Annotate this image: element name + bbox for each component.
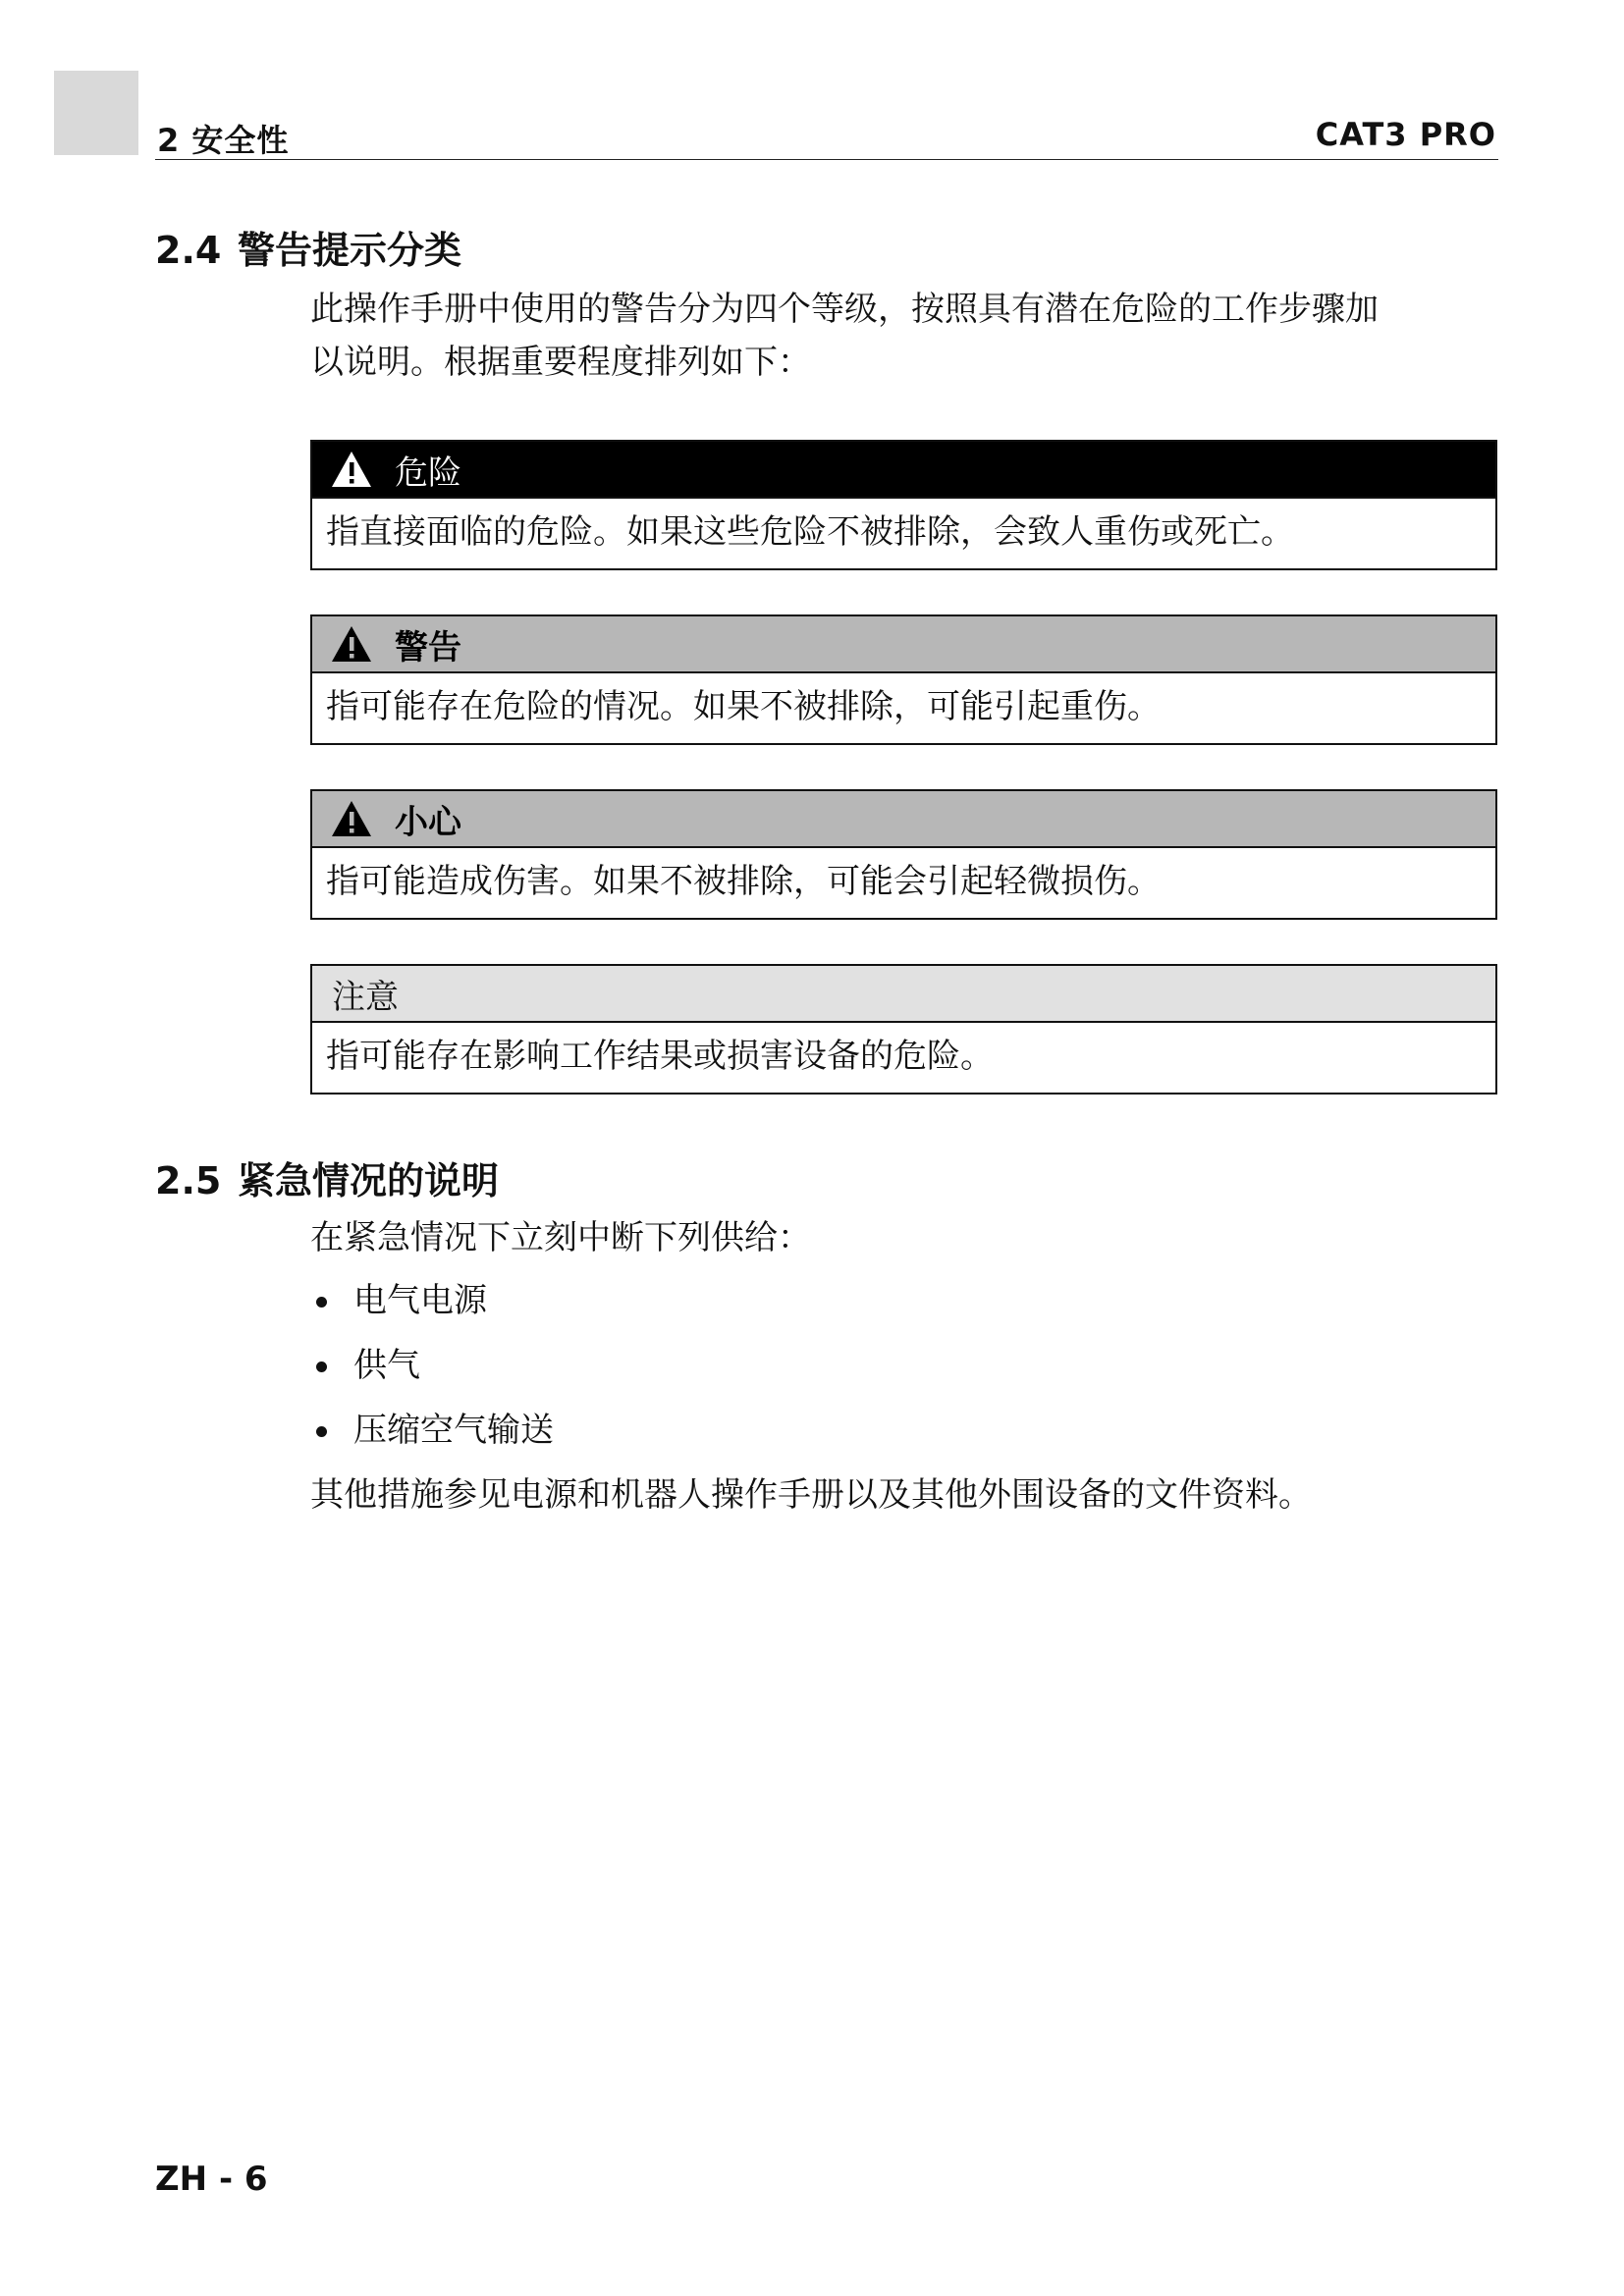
intro-line: 以说明。根据重要程度排列如下： — [310, 343, 811, 382]
notice-text: 指可能存在影响工作结果或损害设备的危险。 — [326, 1037, 994, 1076]
notice-title: 小心 — [395, 802, 461, 842]
bullet-icon — [316, 1297, 327, 1308]
section-title: 警告提示分类 — [238, 229, 462, 272]
notice-header — [312, 616, 1495, 673]
closing-paragraph: 其他措施参见电源和机器人操作手册以及其他外围设备的文件资料。 — [310, 1475, 1312, 1515]
notice-header — [312, 791, 1495, 848]
section-number: 2.4 — [155, 229, 222, 272]
page-header — [155, 116, 1498, 160]
danger-notice — [310, 440, 1497, 570]
warning-triangle-icon — [330, 799, 373, 838]
warning-triangle-icon — [330, 624, 373, 664]
corner-tab-marker — [54, 71, 138, 155]
section-heading-2-5 — [155, 1150, 499, 1204]
notice-title: 危险 — [395, 453, 461, 493]
chapter-title: 2 安全性 — [157, 122, 290, 159]
notice-text: 指可能存在危险的情况。如果不被排除，可能引起重伤。 — [326, 687, 1161, 726]
list-item — [310, 1398, 554, 1463]
note-notice — [310, 964, 1497, 1095]
warning-triangle-icon — [330, 450, 373, 489]
notice-title: 警告 — [395, 627, 461, 667]
notice-title: 注意 — [332, 977, 399, 1017]
section-title: 紧急情况的说明 — [238, 1159, 500, 1202]
bullet-icon — [316, 1426, 327, 1437]
emergency-intro: 在紧急情况下立刻中断下列供给： — [310, 1218, 811, 1257]
notice-header — [312, 966, 1495, 1023]
notice-text: 指可能造成伤害。如果不被排除，可能会引起轻微损伤。 — [326, 862, 1161, 901]
page-number: ZH - 6 — [155, 2160, 268, 2199]
intro-paragraph — [310, 283, 1508, 389]
list-item — [310, 1268, 554, 1333]
notice-text: 指直接面临的危险。如果这些危险不被排除，会致人重伤或死亡。 — [326, 512, 1294, 552]
list-item-label: 电气电源 — [353, 1281, 487, 1320]
supply-list — [310, 1268, 554, 1463]
section-number: 2.5 — [155, 1159, 222, 1202]
caution-notice — [310, 789, 1497, 920]
list-item-label: 压缩空气输送 — [353, 1411, 554, 1450]
list-item-label: 供气 — [353, 1346, 420, 1385]
list-item — [310, 1333, 554, 1398]
bullet-icon — [316, 1362, 327, 1372]
intro-line: 此操作手册中使用的警告分为四个等级，按照具有潜在危险的工作步骤加 — [310, 290, 1379, 329]
warning-notice — [310, 614, 1497, 745]
product-name: CAT3 PRO — [1315, 116, 1496, 153]
notice-header — [312, 442, 1495, 499]
section-heading-2-4 — [155, 220, 461, 274]
